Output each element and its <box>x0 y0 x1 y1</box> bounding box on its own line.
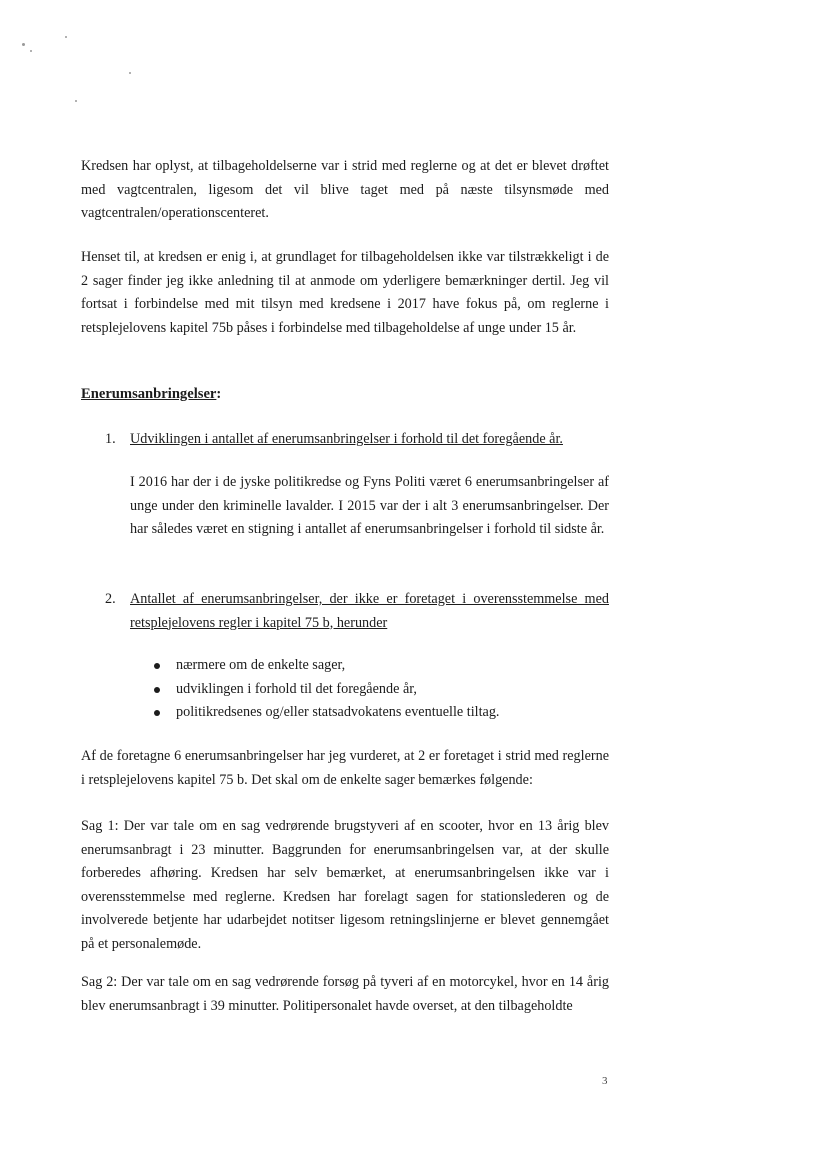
page-number: 3 <box>602 1075 608 1087</box>
scan-speck <box>22 43 25 46</box>
scan-speck <box>129 72 131 74</box>
item-title: Udviklingen i antallet af enerumsanbringelser i forhold til det foregående år. <box>130 431 563 447</box>
bullet-item: politikredsenes og/eller statsadvokatens eventuelle tiltag. <box>150 701 499 725</box>
bullet-list <box>150 654 499 725</box>
scan-speck <box>30 50 32 52</box>
paragraph-case-2: Sag 2: Der var tale om en sag vedrørende forsøg på tyveri af en motorcykel, hvor en 14 årig blev enerumsanbragt i 39 minutter. Politipersonalet havde overset, at den tilbageholdte <box>81 974 609 1014</box>
numbered-item-1 <box>105 428 609 452</box>
section-heading <box>81 386 221 403</box>
paragraph-intro: Kredsen har oplyst, at tilbageholdelserne var i strid med reglerne og at det er blevet drøftet med vagtcentralen, ligesom det vil blive taget med på næste tilsynsmøde med vagtcentralen/operationscenteret. <box>81 158 609 221</box>
item-number: 2. <box>105 591 116 607</box>
item-1-body: I 2016 har der i de jyske politikredse og Fyns Politi været 6 enerumsanbringelser af unge under den kriminelle lavalder. I 2015 var der i alt 3 enerumsanbringelser. Der har således været en stigning i antallet af enerumsanbringelser i forhold til sidste år. <box>130 474 609 537</box>
paragraph-case-assessment: Af de foretagne 6 enerumsanbringelser har jeg vurderet, at 2 er foretaget i strid med reglerne i retsplejelovens kapitel 75 b. Det skal om de enkelte sager bemærkes følgende: <box>81 748 609 788</box>
paragraph-case-1: Sag 1: Der var tale om en sag vedrørende brugstyveri af en scooter, hvor en 13 årig blev enerumsanbragt i 23 minutter. Baggrunden for enerumsanbringelsen var, at der skulle forberedes afhøring. Kredsen har selv bemærket, at enerumsanbringelsen ikke var i overensstemmelse med reglerne. Kredsen har forelagt sagen for stationslederen og de involverede betjente har udarbejdet notitser ligesom retningslinjerne er blevet gennemgået på et personalemøde. <box>81 818 609 952</box>
paragraph-assessment-2017: Henset til, at kredsen er enig i, at grundlaget for tilbageholdelsen ikke var tilstrækkeligt i de 2 sager finder jeg ikke anledning til at anmode om yderligere bemærkninger dertil. Jeg vil fortsat i forbindelse med mit tilsyn med kredsene i 2017 have fokus på, om reglerne i retsplejelovens kapitel 75b påses i forbindelse med tilbageholdelse af unge under 15 år. <box>81 249 609 336</box>
item-number: 1. <box>105 431 116 447</box>
item-title: Antallet af enerumsanbringelser, der ikke er foretaget i overensstemmelse med retsplejelovens regler i kapitel 75 b, herunder <box>130 591 609 631</box>
bullet-item: nærmere om de enkelte sager, <box>150 654 499 678</box>
scan-speck <box>75 100 77 102</box>
numbered-item-2 <box>105 588 609 635</box>
section-heading-suffix: : <box>216 386 222 402</box>
section-heading-text: Enerumsanbringelser <box>81 386 217 402</box>
scan-speck <box>65 36 67 38</box>
bullet-item: udviklingen i forhold til det foregående år, <box>150 678 499 702</box>
